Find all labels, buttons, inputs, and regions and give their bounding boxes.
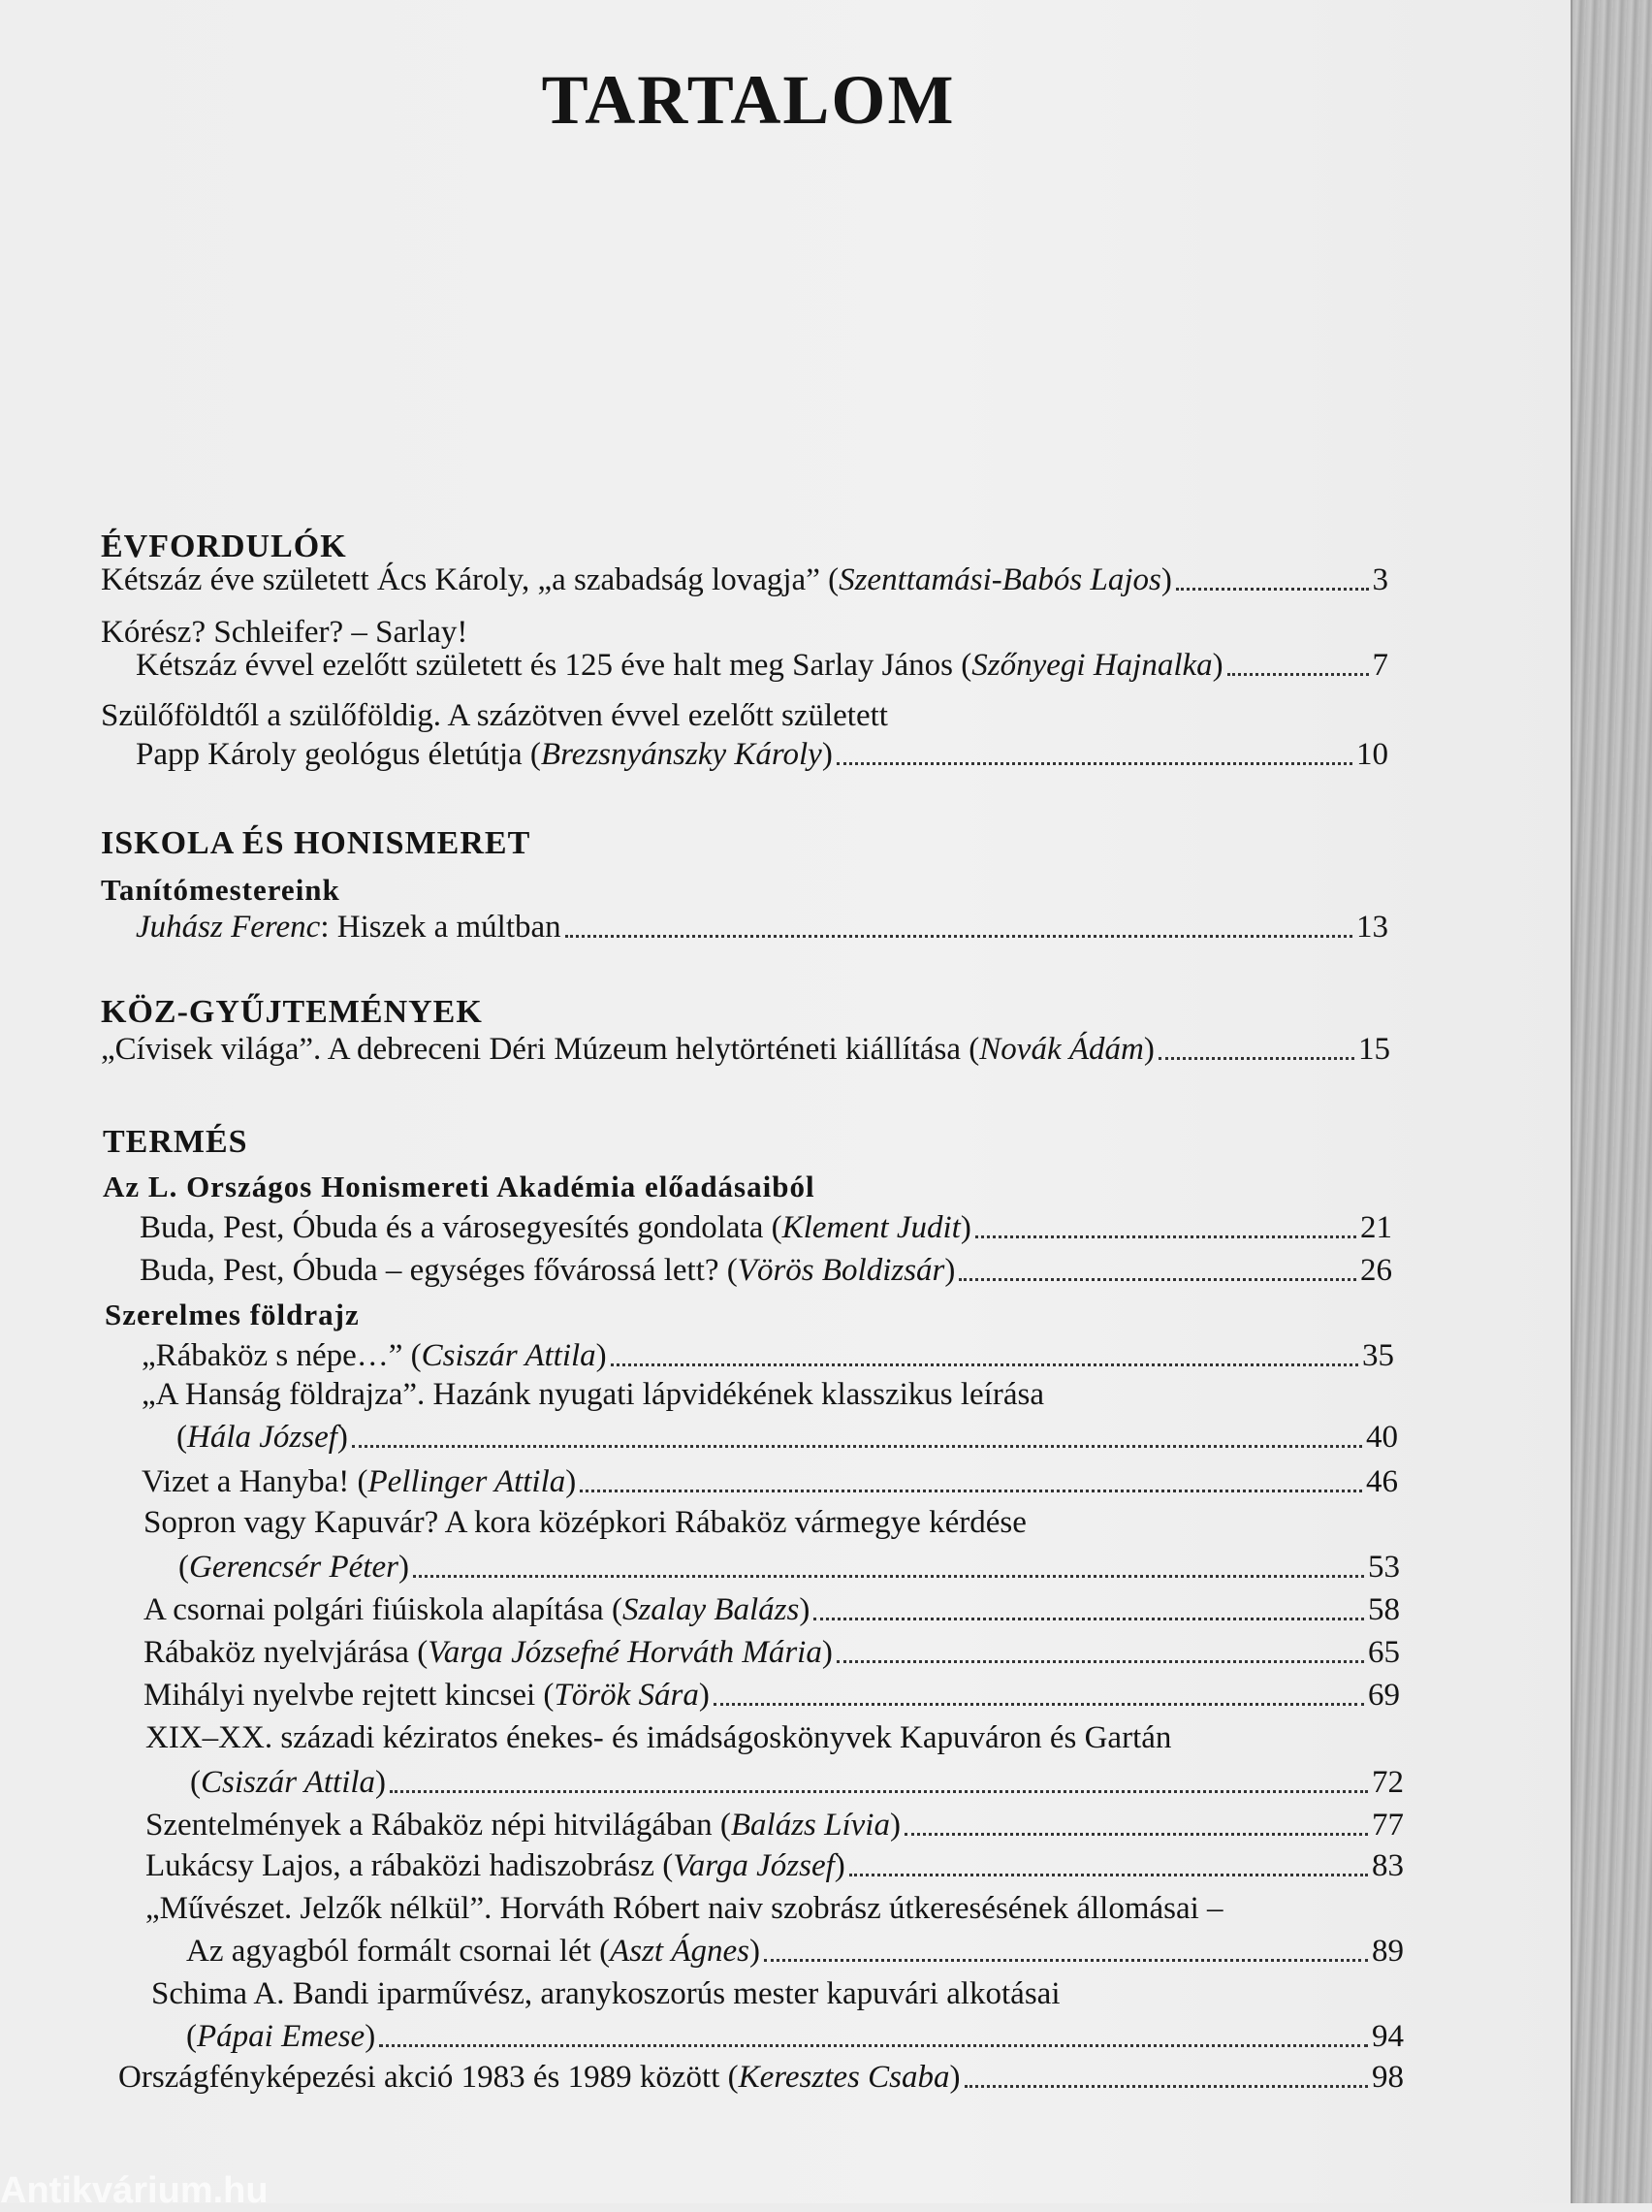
toc-entry: Szentelmények a Rábaköz népi hitvilágában ( Balázs Lívia ) 77 xyxy=(145,1804,1404,1846)
page-number: 72 xyxy=(1372,1765,1404,1800)
page-number: 58 xyxy=(1368,1592,1400,1627)
entry-author: Novák Ádám xyxy=(979,1032,1144,1067)
entry-author: Gerencsér Péter xyxy=(189,1550,398,1585)
entry-title: Lukácsy Lajos, a rábaközi hadiszobrász ( xyxy=(145,1848,674,1883)
section-heading-termes: TERMÉS xyxy=(103,1124,248,1160)
leader-dots xyxy=(352,1445,1362,1448)
toc-entry: Országfényképezési akció 1983 és 1989 között ( Keresztes Csaba ) 98 xyxy=(118,2056,1404,2099)
entry-title: A csornai polgári fiúiskola alapítása ( xyxy=(143,1592,622,1627)
entry-title: Rábaköz nyelvjárása ( xyxy=(143,1635,429,1670)
entry-author: Csiszár Attila xyxy=(201,1765,376,1800)
toc-entry: Lukácsy Lajos, a rábaközi hadiszobrász ( Varga József ) 83 xyxy=(145,1844,1404,1887)
entry-author: Török Sára xyxy=(554,1678,699,1713)
toc-entry: Az agyagból formált csornai lét ( Aszt Ágnes ) 89 xyxy=(186,1930,1404,1972)
page-edge-background xyxy=(1571,0,1652,2203)
entry-author: Csiszár Attila xyxy=(421,1338,596,1373)
page-number: 15 xyxy=(1358,1032,1390,1067)
leader-dots xyxy=(975,1235,1356,1238)
section-heading-evfordulok: ÉVFORDULÓK xyxy=(101,529,347,564)
entry-title-line: Schima A. Bandi iparművész, aranykoszorús mester kapuvári alkotásai xyxy=(151,1976,1061,2011)
entry-title-line: „Művészet. Jelzők nélkül”. Horváth Róbert naiv szobrász útkeresésének állomásai – xyxy=(145,1891,1223,1926)
page-number: 7 xyxy=(1372,648,1388,683)
entry-author: Varga József xyxy=(673,1848,835,1883)
entry-title: Buda, Pest, Óbuda és a városegyesítés gondolata ( xyxy=(140,1210,782,1245)
page-number: 35 xyxy=(1362,1338,1394,1373)
page-number: 65 xyxy=(1368,1635,1400,1670)
entry-author: Szalay Balázs xyxy=(621,1592,800,1627)
leader-dots xyxy=(1227,673,1369,676)
toc-entry: Mihályi nyelvbe rejtett kincsei ( Török Sára ) 69 xyxy=(143,1674,1400,1716)
page-number: 40 xyxy=(1366,1420,1398,1455)
section-heading-koz-gyujtemenyek: KÖZ-GYŰJTEMÉNYEK xyxy=(101,994,483,1030)
section-heading-iskola: ISKOLA ÉS HONISMERET xyxy=(101,825,531,861)
page-title: TARTALOM xyxy=(541,61,956,139)
toc-entry: ( Pápai Emese ) 94 xyxy=(186,2015,1404,2058)
subsection-heading: Szerelmes földrajz xyxy=(105,1298,360,1331)
entry-author: Brezsnyánszky Károly xyxy=(540,737,822,772)
leader-dots xyxy=(379,2044,1368,2047)
page-number: 26 xyxy=(1360,1253,1392,1288)
entry-title: Buda, Pest, Óbuda – egységes fővárossá lett? ( xyxy=(140,1253,738,1288)
toc-entry: ( Gerencsér Péter ) 53 xyxy=(178,1546,1400,1588)
entry-title: Papp Károly geológus életútja ( xyxy=(136,737,541,772)
entry-author: Varga Józsefné Horváth Mária xyxy=(428,1635,822,1670)
toc-entry: ( Hála József ) 40 xyxy=(176,1416,1398,1459)
entry-author: Klement Judit xyxy=(781,1210,961,1245)
entry-author: Pápai Emese xyxy=(197,2019,365,2054)
entry-title: Vizet a Hanyba! ( xyxy=(142,1464,368,1499)
entry-title: Kétszáz éve született Ács Károly, „a szabadság lovagja” ( xyxy=(101,562,840,597)
toc-entry: Rábaköz nyelvjárása ( Varga Józsefné Horváth Mária ) 65 xyxy=(143,1631,1400,1674)
toc-entry: A csornai polgári fiúiskola alapítása ( Szalay Balázs ) 58 xyxy=(143,1588,1400,1631)
toc-entry: Kétszáz évvel ezelőtt született és 125 éve halt meg Sarlay János ( Szőnyegi Hajnalka ) 7 xyxy=(136,644,1388,687)
page-number: 53 xyxy=(1368,1550,1400,1585)
toc-entry: Papp Károly geológus életútja ( Brezsnyánszky Károly ) 10 xyxy=(136,733,1388,776)
leader-dots xyxy=(413,1575,1364,1578)
leader-dots xyxy=(1176,588,1369,591)
subsection-heading: Az L. Országos Honismereti Akadémia előadásaiból xyxy=(103,1170,815,1203)
page-number: 83 xyxy=(1372,1848,1404,1883)
leader-dots xyxy=(965,2085,1369,2088)
subsection-heading: Tanítómestereink xyxy=(101,873,340,907)
toc-entry: ( Csiszár Attila ) 72 xyxy=(190,1761,1404,1804)
entry-title-line: „A Hanság földrajza”. Hazánk nyugati lápvidékének klasszikus leírása xyxy=(142,1377,1044,1412)
toc-entry xyxy=(136,906,1388,948)
entry-author: Pellinger Attila xyxy=(367,1464,566,1499)
toc-entry: Kétszáz éve született Ács Károly, „a szabadság lovagja” ( Szenttamási-Babós Lajos ) 3 xyxy=(101,559,1388,601)
leader-dots xyxy=(1159,1057,1354,1060)
entry-title: „Rábaköz s népe…” ( xyxy=(142,1338,422,1373)
leader-dots xyxy=(764,1959,1368,1962)
entry-author: Keresztes Csaba xyxy=(738,2060,950,2095)
entry-author: Szőnyegi Hajnalka xyxy=(971,648,1213,683)
page-number: 13 xyxy=(1356,910,1388,945)
page-number: 98 xyxy=(1372,2060,1404,2095)
entry-author: Szenttamási-Babós Lajos xyxy=(839,562,1161,597)
leader-dots xyxy=(390,1790,1368,1793)
leader-dots xyxy=(905,1833,1368,1836)
entry-title: Szentelmények a Rábaköz népi hitvilágában ( xyxy=(145,1808,731,1843)
entry-title: Országfényképezési akció 1983 és 1989 között ( xyxy=(118,2060,739,2095)
entry-title: Az agyagból formált csornai lét ( xyxy=(186,1934,611,1969)
leader-dots xyxy=(849,1874,1368,1876)
entry-title-line: XIX–XX. századi kéziratos énekes- és imádságoskönyvek Kapuváron és Gartán xyxy=(145,1720,1172,1755)
leader-dots xyxy=(714,1703,1364,1706)
toc-entry: „Rábaköz s népe…” ( Csiszár Attila ) 35 xyxy=(142,1334,1394,1377)
entry-author: Aszt Ágnes xyxy=(610,1934,750,1969)
leader-dots xyxy=(813,1618,1364,1620)
toc-entry: „Cívisek világa”. A debreceni Déri Múzeum helytörténeti kiállítása ( Novák Ádám ) 15 xyxy=(101,1028,1390,1071)
leader-dots xyxy=(611,1363,1358,1366)
page-number: 3 xyxy=(1372,562,1388,597)
entry-author: Juhász Ferenc xyxy=(136,910,321,945)
entry-title: Kétszáz évvel ezelőtt született és 125 éve halt meg Sarlay János ( xyxy=(136,648,972,683)
page-number: 10 xyxy=(1356,737,1388,772)
toc-entry: Buda, Pest, Óbuda és a városegyesítés gondolata ( Klement Judit ) 21 xyxy=(140,1206,1392,1249)
entry-title-line: Kórész? Schleifer? – Sarlay! xyxy=(101,615,468,650)
page-number: 89 xyxy=(1372,1934,1404,1969)
page-number: 77 xyxy=(1372,1808,1404,1843)
leader-dots xyxy=(959,1278,1356,1281)
entry-title: Mihályi nyelvbe rejtett kincsei ( xyxy=(143,1678,555,1713)
toc-entry: Buda, Pest, Óbuda – egységes fővárossá lett? ( Vörös Boldizsár ) 26 xyxy=(140,1249,1392,1292)
entry-title: „Cívisek világa”. A debreceni Déri Múzeum helytörténeti kiállítása ( xyxy=(101,1032,980,1067)
page-number: 21 xyxy=(1360,1210,1392,1245)
entry-author: Hála József xyxy=(187,1420,337,1455)
leader-dots xyxy=(580,1490,1362,1492)
page-number: 69 xyxy=(1368,1678,1400,1713)
page-number: 94 xyxy=(1372,2019,1404,2054)
leader-dots xyxy=(565,935,1352,938)
entry-title-line: Szülőföldtől a szülőföldig. A százötven évvel ezelőtt született xyxy=(101,698,888,733)
entry-title: : Hiszek a múltban xyxy=(320,910,561,945)
leader-dots xyxy=(837,1660,1364,1663)
entry-author: Balázs Lívia xyxy=(730,1808,890,1843)
toc-entry: Vizet a Hanyba! ( Pellinger Attila ) 46 xyxy=(142,1460,1398,1503)
entry-author: Vörös Boldizsár xyxy=(737,1253,945,1288)
entry-title-line: Sopron vagy Kapuvár? A kora középkori Rábaköz vármegye kérdése xyxy=(143,1505,1027,1540)
page-number: 46 xyxy=(1366,1464,1398,1499)
watermark: Antikvárium.hu xyxy=(0,2170,269,2211)
leader-dots xyxy=(837,762,1352,765)
